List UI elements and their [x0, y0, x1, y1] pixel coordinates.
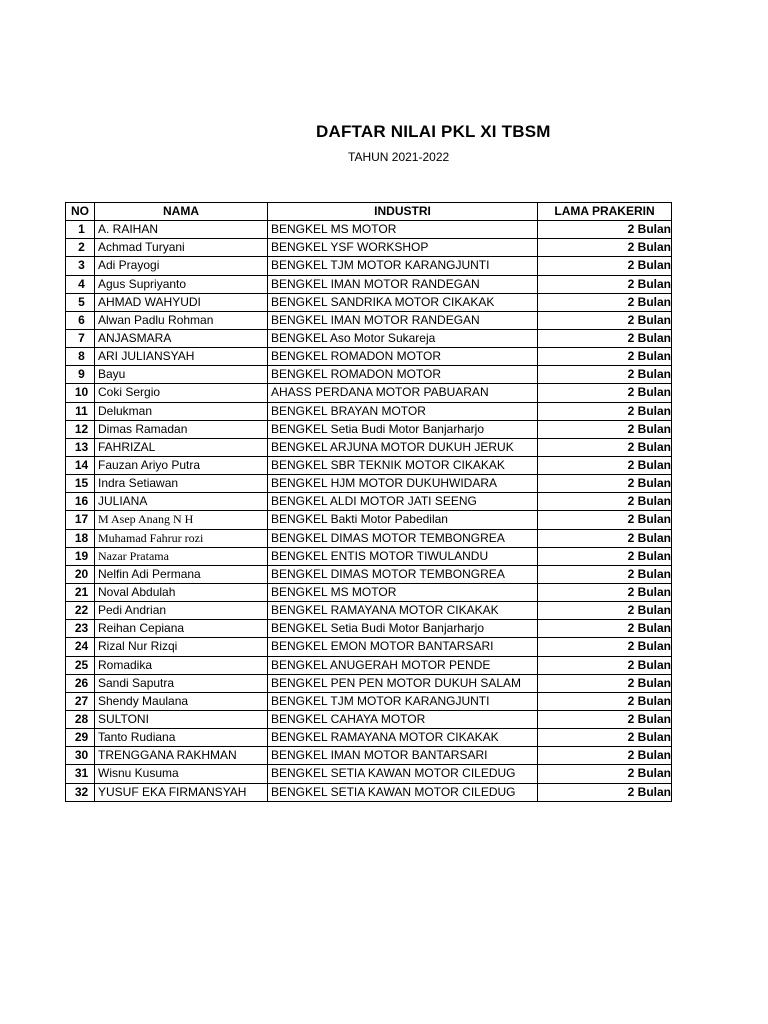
row-nama: Dimas Ramadan [95, 420, 268, 438]
table-row [66, 402, 672, 420]
row-industri: BENGKEL RAMAYANA MOTOR CIKAKAK [268, 602, 538, 620]
row-nama: Rizal Nur Rizqi [95, 638, 268, 656]
row-number: 32 [66, 783, 95, 801]
row-nama: YUSUF EKA FIRMANSYAH [95, 783, 268, 801]
row-number: 4 [66, 275, 95, 293]
row-industri: BENGKEL RAMAYANA MOTOR CIKAKAK [268, 729, 538, 747]
row-nama: Reihan Cepiana [95, 620, 268, 638]
header-no: NO [66, 203, 95, 221]
row-nama: Indra Setiawan [95, 475, 268, 493]
table-row [66, 620, 672, 638]
row-lama-prakerin: 2 Bulan [538, 620, 672, 638]
row-nama: Wisnu Kusuma [95, 765, 268, 783]
row-number: 17 [66, 511, 95, 529]
row-nama: TRENGGANA RAKHMAN [95, 747, 268, 765]
row-number: 10 [66, 384, 95, 402]
row-lama-prakerin: 2 Bulan [538, 221, 672, 239]
row-industri: BENGKEL IMAN MOTOR BANTARSARI [268, 747, 538, 765]
table-row [66, 692, 672, 710]
row-industri: BENGKEL BRAYAN MOTOR [268, 402, 538, 420]
row-lama-prakerin: 2 Bulan [538, 293, 672, 311]
row-lama-prakerin: 2 Bulan [538, 239, 672, 257]
row-industri: BENGKEL DIMAS MOTOR TEMBONGREA [268, 565, 538, 583]
row-lama-prakerin: 2 Bulan [538, 656, 672, 674]
row-number: 25 [66, 656, 95, 674]
row-number: 22 [66, 602, 95, 620]
row-number: 30 [66, 747, 95, 765]
row-lama-prakerin: 2 Bulan [538, 747, 672, 765]
row-number: 16 [66, 493, 95, 511]
row-nama: SULTONI [95, 710, 268, 728]
row-nama: Achmad Turyani [95, 239, 268, 257]
table-row [66, 456, 672, 474]
row-nama: Muhamad Fahrur rozi [95, 529, 268, 547]
row-industri: BENGKEL ALDI MOTOR JATI SEENG [268, 493, 538, 511]
row-nama: Noval Abdulah [95, 583, 268, 601]
table-body [66, 221, 672, 802]
header-lama-prakerin: LAMA PRAKERIN [538, 203, 672, 221]
table-row [66, 547, 672, 565]
row-nama: AHMAD WAHYUDI [95, 293, 268, 311]
row-industri: BENGKEL SETIA KAWAN MOTOR CILEDUG [268, 783, 538, 801]
row-number: 28 [66, 710, 95, 728]
row-nama: Tanto Rudiana [95, 729, 268, 747]
table-row [66, 747, 672, 765]
row-nama: FAHRIZAL [95, 438, 268, 456]
table-row [66, 348, 672, 366]
grades-table [65, 202, 672, 802]
row-industri: BENGKEL EMON MOTOR BANTARSARI [268, 638, 538, 656]
row-number: 12 [66, 420, 95, 438]
row-lama-prakerin: 2 Bulan [538, 329, 672, 347]
row-industri: BENGKEL Bakti Motor Pabedilan [268, 511, 538, 529]
header-industri: INDUSTRI [268, 203, 538, 221]
row-number: 2 [66, 239, 95, 257]
table-row [66, 239, 672, 257]
row-industri: BENGKEL TJM MOTOR KARANGJUNTI [268, 257, 538, 275]
row-number: 11 [66, 402, 95, 420]
table-row [66, 765, 672, 783]
table-row [66, 384, 672, 402]
row-nama: Adi Prayogi [95, 257, 268, 275]
row-nama: ANJASMARA [95, 329, 268, 347]
row-lama-prakerin: 2 Bulan [538, 493, 672, 511]
row-number: 24 [66, 638, 95, 656]
table-row [66, 329, 672, 347]
row-lama-prakerin: 2 Bulan [538, 583, 672, 601]
row-industri: BENGKEL Aso Motor Sukareja [268, 329, 538, 347]
row-lama-prakerin: 2 Bulan [538, 420, 672, 438]
row-lama-prakerin: 2 Bulan [538, 275, 672, 293]
row-number: 29 [66, 729, 95, 747]
row-lama-prakerin: 2 Bulan [538, 729, 672, 747]
row-lama-prakerin: 2 Bulan [538, 529, 672, 547]
header-nama: NAMA [95, 203, 268, 221]
row-industri: BENGKEL IMAN MOTOR RANDEGAN [268, 275, 538, 293]
row-lama-prakerin: 2 Bulan [538, 565, 672, 583]
row-nama: Coki Sergio [95, 384, 268, 402]
row-lama-prakerin: 2 Bulan [538, 456, 672, 474]
row-number: 23 [66, 620, 95, 638]
row-nama: Fauzan Ariyo Putra [95, 456, 268, 474]
row-industri: BENGKEL SBR TEKNIK MOTOR CIKAKAK [268, 456, 538, 474]
table-row [66, 511, 672, 529]
row-nama: Nelfin Adi Permana [95, 565, 268, 583]
row-lama-prakerin: 2 Bulan [538, 674, 672, 692]
row-lama-prakerin: 2 Bulan [538, 366, 672, 384]
table-row [66, 674, 672, 692]
row-industri: BENGKEL YSF WORKSHOP [268, 239, 538, 257]
table-row [66, 583, 672, 601]
table-row [66, 602, 672, 620]
row-number: 5 [66, 293, 95, 311]
page-subtitle: TAHUN 2021-2022 [348, 150, 450, 164]
row-lama-prakerin: 2 Bulan [538, 547, 672, 565]
row-number: 9 [66, 366, 95, 384]
row-nama: Bayu [95, 366, 268, 384]
table-row [66, 275, 672, 293]
row-industri: BENGKEL HJM MOTOR DUKUHWIDARA [268, 475, 538, 493]
row-industri: BENGKEL Setia Budi Motor Banjarharjo [268, 420, 538, 438]
row-industri: BENGKEL Setia Budi Motor Banjarharjo [268, 620, 538, 638]
table-row [66, 438, 672, 456]
row-lama-prakerin: 2 Bulan [538, 710, 672, 728]
row-number: 20 [66, 565, 95, 583]
table-row [66, 257, 672, 275]
row-number: 15 [66, 475, 95, 493]
table-row [66, 293, 672, 311]
row-industri: BENGKEL IMAN MOTOR RANDEGAN [268, 311, 538, 329]
row-industri: BENGKEL SETIA KAWAN MOTOR CILEDUG [268, 765, 538, 783]
row-number: 1 [66, 221, 95, 239]
row-number: 26 [66, 674, 95, 692]
row-lama-prakerin: 2 Bulan [538, 438, 672, 456]
row-number: 8 [66, 348, 95, 366]
row-nama: Romadika [95, 656, 268, 674]
row-industri: BENGKEL ROMADON MOTOR [268, 348, 538, 366]
row-nama: JULIANA [95, 493, 268, 511]
row-industri: BENGKEL MS MOTOR [268, 583, 538, 601]
row-industri: BENGKEL SANDRIKA MOTOR CIKAKAK [268, 293, 538, 311]
row-nama: ARI JULIANSYAH [95, 348, 268, 366]
table-row [66, 529, 672, 547]
row-number: 6 [66, 311, 95, 329]
row-nama: Pedi Andrian [95, 602, 268, 620]
row-industri: BENGKEL ROMADON MOTOR [268, 366, 538, 384]
row-lama-prakerin: 2 Bulan [538, 384, 672, 402]
row-number: 31 [66, 765, 95, 783]
row-nama: Delukman [95, 402, 268, 420]
row-industri: BENGKEL DIMAS MOTOR TEMBONGREA [268, 529, 538, 547]
page-title: DAFTAR NILAI PKL XI TBSM [316, 122, 551, 141]
row-lama-prakerin: 2 Bulan [538, 257, 672, 275]
row-industri: BENGKEL MS MOTOR [268, 221, 538, 239]
row-nama: A. RAIHAN [95, 221, 268, 239]
row-lama-prakerin: 2 Bulan [538, 602, 672, 620]
row-lama-prakerin: 2 Bulan [538, 692, 672, 710]
row-lama-prakerin: 2 Bulan [538, 783, 672, 801]
row-nama: Agus Supriyanto [95, 275, 268, 293]
table-row [66, 656, 672, 674]
row-nama: M Asep Anang N H [95, 511, 268, 529]
table-header-row [66, 203, 672, 221]
row-number: 13 [66, 438, 95, 456]
row-lama-prakerin: 2 Bulan [538, 402, 672, 420]
row-number: 19 [66, 547, 95, 565]
row-lama-prakerin: 2 Bulan [538, 638, 672, 656]
row-industri: BENGKEL TJM MOTOR KARANGJUNTI [268, 692, 538, 710]
row-industri: BENGKEL CAHAYA MOTOR [268, 710, 538, 728]
table-row [66, 366, 672, 384]
row-nama: Nazar Pratama [95, 547, 268, 565]
table-row [66, 783, 672, 801]
row-industri: BENGKEL ARJUNA MOTOR DUKUH JERUK [268, 438, 538, 456]
table-row [66, 221, 672, 239]
row-industri: BENGKEL ENTIS MOTOR TIWULANDU [268, 547, 538, 565]
table-row [66, 475, 672, 493]
table-row [66, 420, 672, 438]
row-lama-prakerin: 2 Bulan [538, 311, 672, 329]
table-row [66, 493, 672, 511]
row-nama: Shendy Maulana [95, 692, 268, 710]
row-number: 27 [66, 692, 95, 710]
row-number: 7 [66, 329, 95, 347]
row-lama-prakerin: 2 Bulan [538, 348, 672, 366]
row-nama: Sandi Saputra [95, 674, 268, 692]
row-number: 21 [66, 583, 95, 601]
table-row [66, 710, 672, 728]
row-industri: AHASS PERDANA MOTOR PABUARAN [268, 384, 538, 402]
row-lama-prakerin: 2 Bulan [538, 765, 672, 783]
row-industri: BENGKEL ANUGERAH MOTOR PENDE [268, 656, 538, 674]
row-nama: Alwan Padlu Rohman [95, 311, 268, 329]
row-lama-prakerin: 2 Bulan [538, 511, 672, 529]
row-industri: BENGKEL PEN PEN MOTOR DUKUH SALAM [268, 674, 538, 692]
table-row [66, 638, 672, 656]
row-number: 14 [66, 456, 95, 474]
table-row [66, 565, 672, 583]
row-number: 3 [66, 257, 95, 275]
table-row [66, 311, 672, 329]
row-lama-prakerin: 2 Bulan [538, 475, 672, 493]
row-number: 18 [66, 529, 95, 547]
table-row [66, 729, 672, 747]
